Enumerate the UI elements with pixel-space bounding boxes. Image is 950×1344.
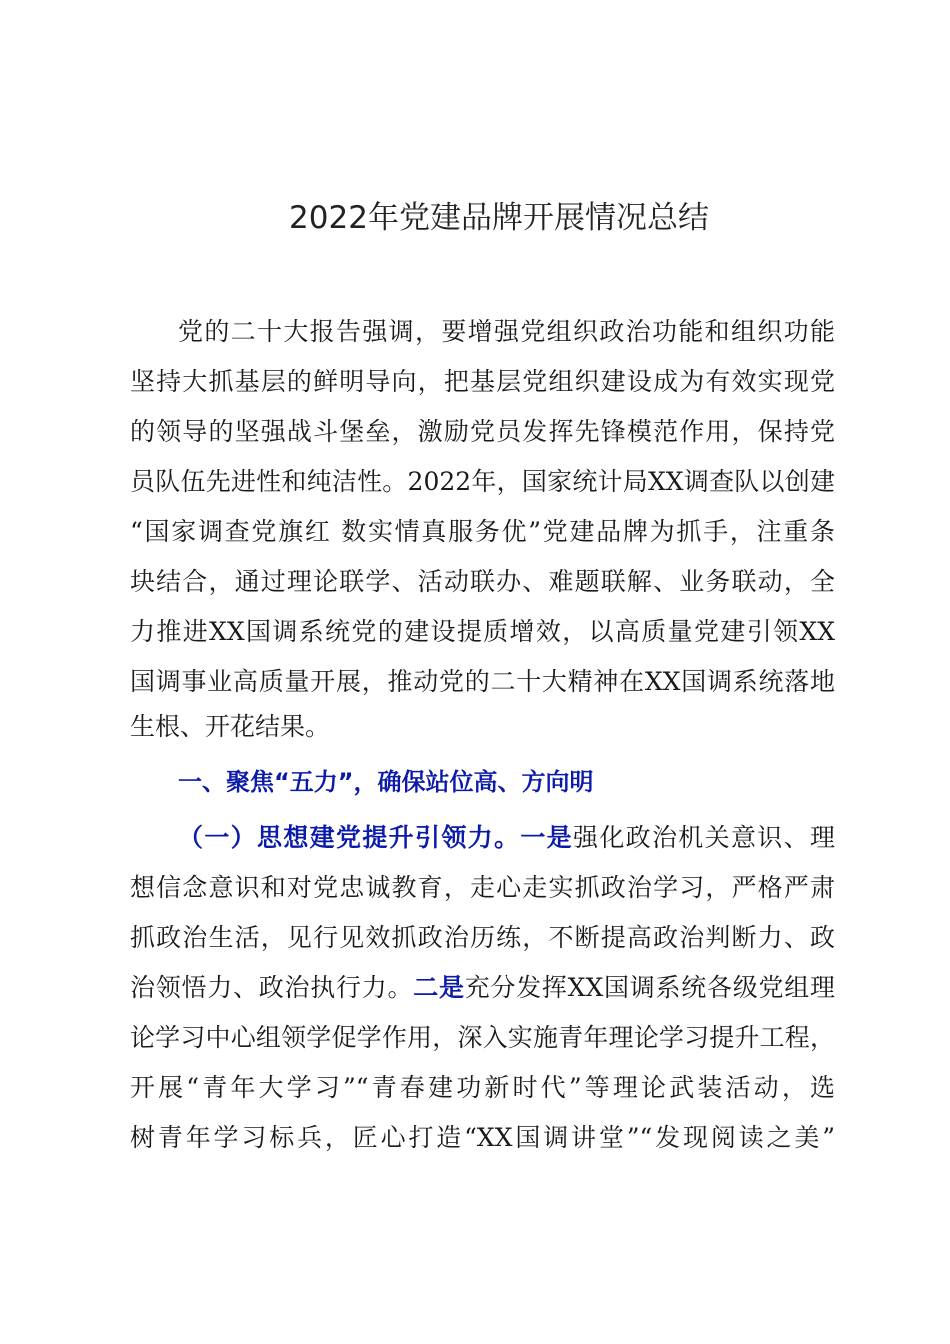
- intro-line-2: 坚持大抓基层的鲜明导向，把基层党组织建设成为有效实现党: [130, 367, 835, 396]
- subsection-1-line-7: 树青年学习标兵，匠心打造“XX国调讲堂”“发现阅读之美”: [130, 1123, 835, 1152]
- line-4-text: 治领悟力、政治执行力。: [130, 973, 414, 1002]
- first-point-marker: 一是: [520, 823, 573, 852]
- second-point-marker: 二是: [413, 973, 465, 1002]
- intro-line-7: 力推进XX国调系统党的建设提质增效，以高质量党建引领XX: [130, 617, 835, 646]
- intro-line-6: 块结合，通过理论联学、活动联办、难题联解、业务联动，全: [130, 567, 835, 596]
- subsection-1-lead: （一）思想建党提升引领力。: [178, 823, 521, 852]
- subsection-1-line-2: 想信念意识和对党忠诚教育，走心走实抓政治学习，严格严肃: [130, 873, 835, 902]
- intro-line-3: 的领导的坚强战斗堡垒，激励党员发挥先锋模范作用，保持党: [130, 417, 835, 446]
- subsection-1-line-1: [178, 813, 835, 863]
- intro-line-9: 生根、开花结果。: [130, 712, 331, 741]
- section-1-heading: 一、聚焦“五力”，确保站位高、方向明: [178, 768, 594, 796]
- intro-line-1: 党的二十大报告强调，要增强党组织政治功能和组织功能: [178, 317, 835, 346]
- subsection-1-line-4: [130, 963, 835, 1013]
- subsection-1-line-3: 抓政治生活，见行见效抓政治历练，不断提高政治判断力、政: [130, 923, 835, 952]
- subsection-1-line-5: 论学习中心组领学促学作用，深入实施青年理论学习提升工程，: [130, 1023, 835, 1052]
- subsection-1-line-6: 开展“青年大学习”“青春建功新时代”等理论武装活动，选: [130, 1073, 835, 1102]
- intro-line-8: 国调事业高质量开展，推动党的二十大精神在XX国调系统落地: [130, 667, 835, 696]
- second-point-text: 充分发挥XX国调系统各级党组理: [464, 973, 835, 1002]
- first-point-text: 强化政治机关意识、理: [572, 823, 835, 852]
- document-title: 2022年党建品牌开展情况总结: [289, 200, 709, 236]
- intro-line-5: “国家调查党旗红 数实情真服务优”党建品牌为抓手，注重条: [130, 517, 835, 546]
- intro-line-4: 员队伍先进性和纯洁性。2022年，国家统计局XX调查队以创建: [130, 467, 835, 496]
